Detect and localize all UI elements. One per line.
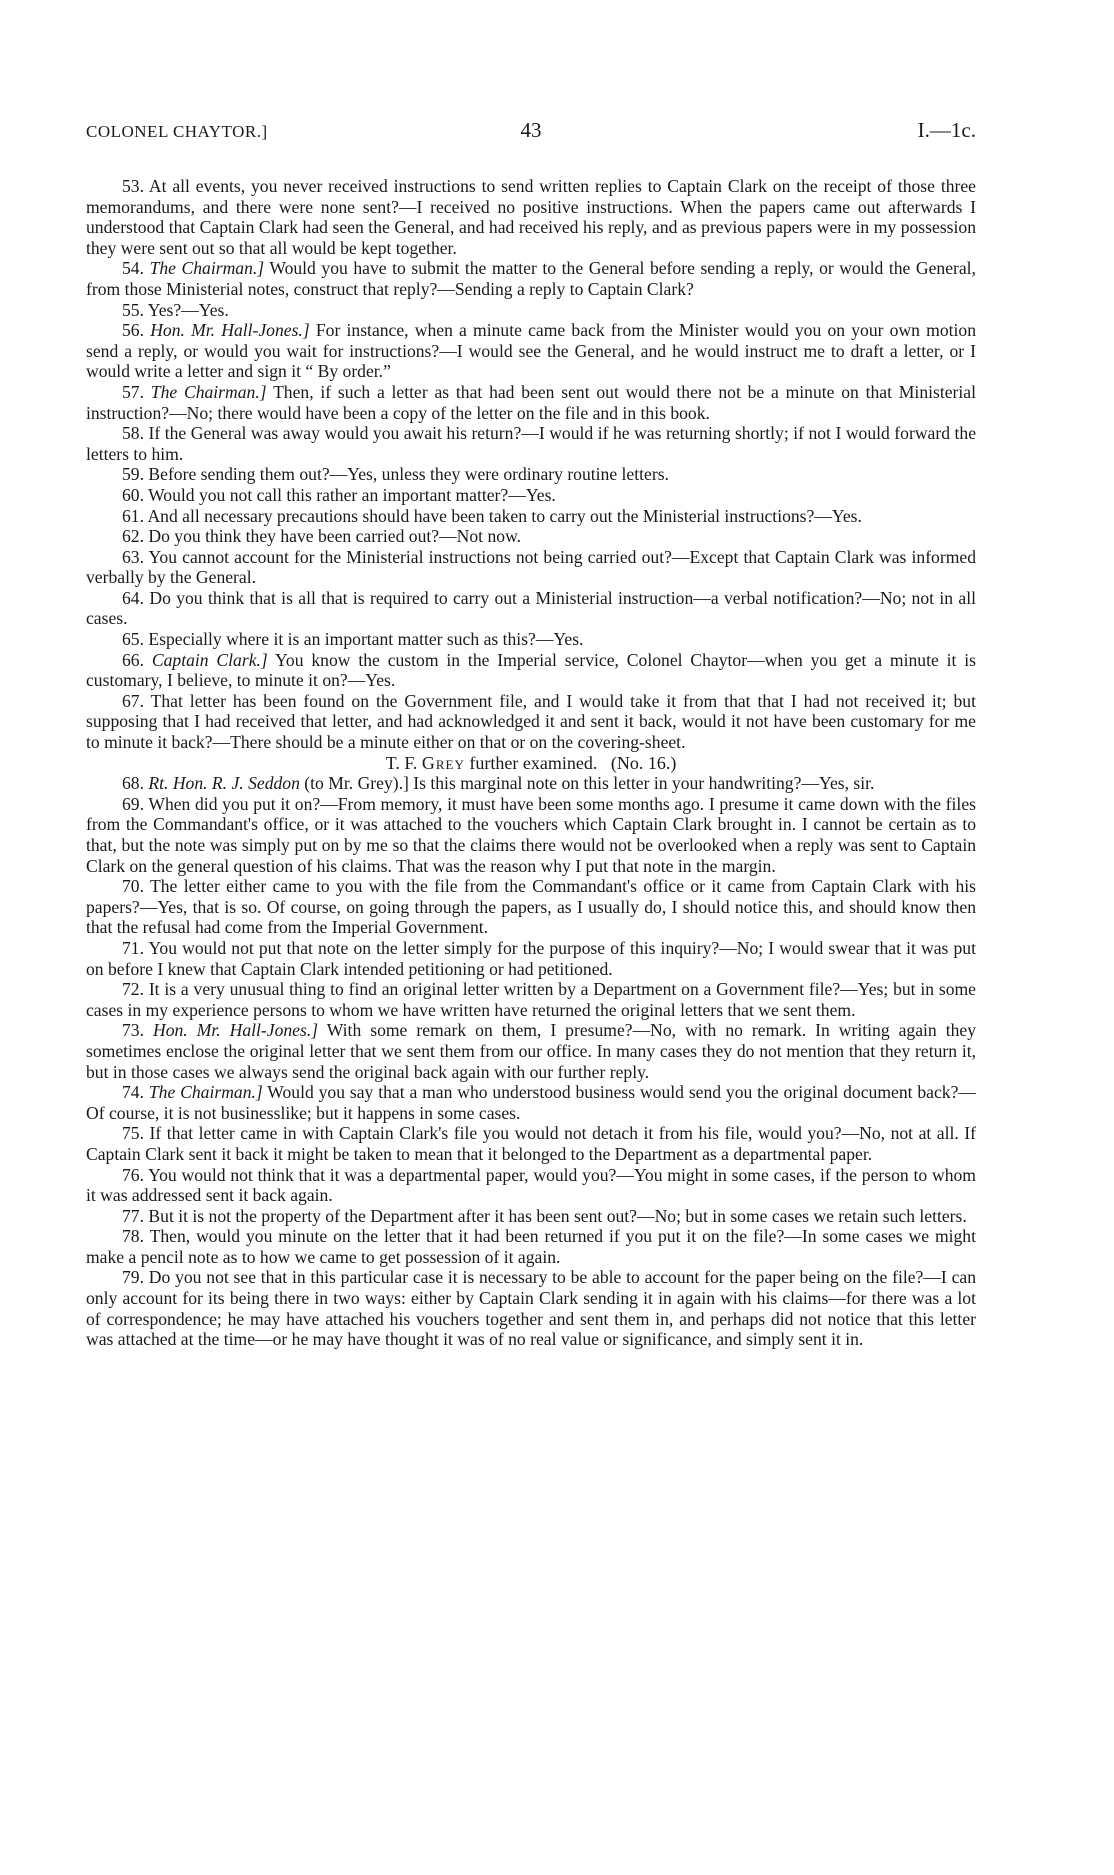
paragraph-75: 75. If that letter came in with Captain Clark's file you would not detach it from his file, would you?—No, not at all. If Captain Clark sent it back it might be taken to mean that it belonged to the Department as a departmental paper. [86, 1123, 976, 1164]
paragraph-55: 55. Yes?—Yes. [122, 299, 229, 320]
paragraph-76: 76. You would not think that it was a departmental paper, would you?—You might in some cases, if the person to whom it was addressed sent it back again. [86, 1164, 976, 1206]
paragraph-56: 56. Hon. Mr. Hall-Jones.] For instance, when a minute came back from the Minister would you on your own motion send a reply, or would you wait for instructions?—I would see the General, and he would instruct me to draft a letter, or I would write a letter and sign it “ By order.” [86, 320, 977, 382]
document-page [86, 118, 976, 1350]
paragraph-53: 53. At all events, you never received instructions to send written replies to Captain Clark on the receipt of those three memorandums, and there were none sent?—I received no positive instructions. When the papers came out afterwards I understood that Captain Clark had seen the General, and had received his reply, and as previous papers were in my possession they were sent out so that all would be kept together. [86, 176, 976, 258]
paragraph-61: 61. And all necessary precautions should have been taken to carry out the Ministerial instructions?—Yes. [122, 505, 862, 526]
paragraph-68: 68. Rt. Hon. R. J. Seddon (to Mr. Grey).] Is this marginal note on this letter in your handwriting?—Yes, sir. [122, 773, 875, 794]
paragraph-62: 62. Do you think they have been carried out?—Not now. [122, 526, 522, 547]
paragraph-74: 74. The Chairman.] Would you say that a man who understood business would send you the original document back?—Of course, it is not businesslike; but it happens in some cases. [86, 1082, 976, 1123]
paragraph-65: 65. Especially where it is an important matter such as this?—Yes. [122, 629, 584, 650]
paragraph-67: 67. That letter has been found on the Government file, and I would take it from that that I had not received it; but supposing that I had received that letter, and had acknowledged it and sent it back, would it not have been customary for me to minute it back?—There should be a minute either on that or on the covering-sheet. [86, 690, 976, 753]
section-heading: T. F. Grey further examined. (No. 16.) [385, 752, 677, 773]
paragraph-66: 66. Captain Clark.] You know the custom in the Imperial service, Colonel Chaytor—when you get a minute it is customary, I believe, to minute it on?—Yes. [86, 649, 977, 691]
paragraph-77: 77. But it is not the property of the Department after it has been sent out?—No; but in some cases we retain such letters. [122, 1205, 967, 1226]
paragraph-78: 78. Then, would you minute on the letter that it had been returned if you put it on the file?—In some cases we might make a pencil note as to how we came to get possession of it again. [86, 1226, 976, 1267]
header-left: COLONEL CHAYTOR.] [86, 122, 268, 141]
paragraph-73: 73. Hon. Mr. Hall-Jones.] With some remark on them, I presume?—No, with no remark. In writing again they sometimes enclose the original letter that we sent them from our office. In many cases they do not mention that they return it, but in those cases we always send the original back again with our further reply. [86, 1020, 976, 1082]
paragraph-57: 57. The Chairman.] Then, if such a letter as that had been sent out would there not be a minute on that Ministerial instruction?—No; there would have been a copy of the letter on the file and in this book. [86, 381, 976, 423]
paragraph-58: 58. If the General was away would you await his return?—I would if he was returning shortly; if not I would forward the letters to him. [86, 423, 976, 464]
page-header [86, 118, 976, 148]
paragraph-64: 64. Do you think that is all that is required to carry out a Ministerial instruction—a verbal notification?—No; not in all cases. [86, 587, 976, 629]
page-number: 43 [520, 118, 542, 142]
paragraph-71: 71. You would not put that note on the letter simply for the purpose of this inquiry?—No; I would swear that it was put on before I knew that Captain Clark intended petitioning or had petitioned. [86, 937, 976, 979]
paragraph-69: 69. When did you put it on?—From memory, it must have been some months ago. I presume it came down with the files from the Commandant's office, or it was attached to the vouchers which Captain Clark brought in. I cannot be certain as to that, but the note was simply put on by me so that the claims there would not be overlooked when a reply was sent to Captain Clark on the general question of his claims. That was the reason why I put that note in the margin. [86, 793, 976, 876]
paragraph-54: 54. The Chairman.] Would you have to submit the matter to the General before sending a reply, or would the General, from those Ministerial notes, construct that reply?—Sending a reply to Captain Clark? [86, 258, 976, 299]
document-body [86, 176, 976, 1350]
paragraph-60: 60. Would you not call this rather an important matter?—Yes. [122, 484, 556, 505]
paragraph-63: 63. You cannot account for the Ministerial instructions not being carried out?—Except that Captain Clark was informed verbally by the General. [86, 546, 977, 588]
paragraph-59: 59. Before sending them out?—Yes, unless they were ordinary routine letters. [122, 464, 669, 485]
paragraph-72: 72. It is a very unusual thing to find an original letter written by a Department on a Government file?—Yes; but in some cases in my experience persons to whom we have written have returned the original letters that we sent them. [86, 979, 976, 1020]
paragraph-79: 79. Do you not see that in this particular case it is necessary to be able to account for the paper being on the file?—I can only account for its being there in two ways: either by Captain Clark sending it in again with his claims—for there was a lot of correspondence; he may have attached his vouchers together and sent them in, and perhaps did not notice that this letter was attached at the time—or he may have thought it was of no real value or significance, and simply sent it in. [86, 1267, 976, 1350]
paragraph-70: 70. The letter either came to you with the file from the Commandant's office or it came from Captain Clark with his papers?—Yes, that is so. Of course, on going through the papers, as I usually do, I should notice this, and should know then that the refusal had come from the Imperial Government. [86, 876, 976, 938]
header-right: I.—1c. [917, 118, 976, 142]
